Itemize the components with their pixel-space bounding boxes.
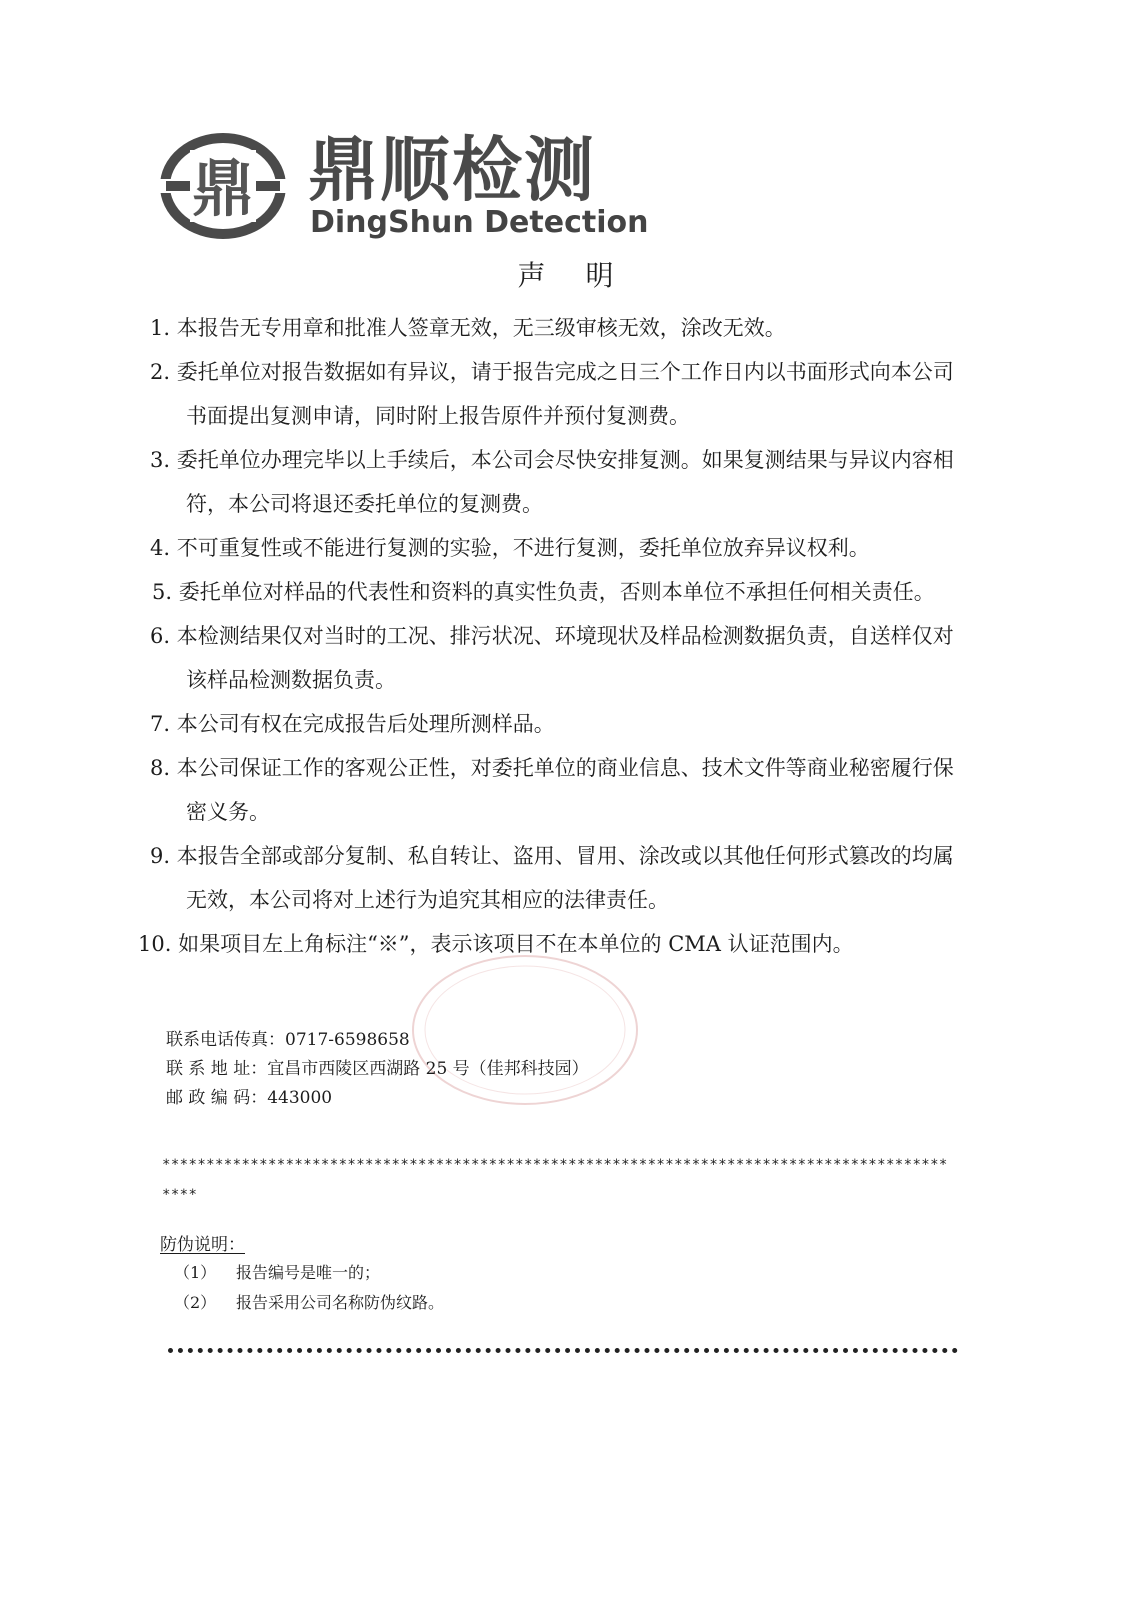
asterisk-separator: ********************************************************************************************* [162,1157,948,1203]
clause-4: 4. 不可重复性或不能进行复测的实验，不进行复测，委托单位放弃异议权利。 [150,536,870,560]
page-title: 声明 [517,259,654,292]
clause-1: 1. 本报告无专用章和批准人签章无效，无三级审核无效，涂改无效。 [150,316,786,340]
anti-counterfeit-block [160,1232,444,1318]
logo-emblem-icon [160,132,286,240]
clause-9: 9. 本报告全部或部分复制、私自转让、盗用、冒用、涂改或以其他任何形式篡改的均属无效，本公司将对上述行为追究其相应的法律责任。 [150,844,954,912]
clause-2: 2. 委托单位对报告数据如有异议，请于报告完成之日三个工作日内以书面形式向本公司书面提出复测申请，同时附上报告原件并预付复测费。 [150,360,954,428]
company-logo [160,129,700,242]
clause-3: 3. 委托单位办理完毕以上手续后，本公司会尽快安排复测。如果复测结果与异议内容相符，本公司将退还委托单位的复测费。 [150,448,954,516]
clause-8: 8. 本公司保证工作的客观公正性，对委托单位的商业信息、技术文件等商业秘密履行保密义务。 [150,756,954,824]
logo-monogram: 鼎 [191,152,255,225]
item-number: （2） [174,1293,217,1312]
contact-block [166,1026,589,1113]
anti-counterfeit-item [160,1258,444,1288]
postcode-label: 邮 政 编 码： [166,1088,268,1108]
item-text: 报告编号是唯一的； [236,1263,381,1282]
item-text: 报告采用公司名称防伪纹路。 [236,1293,445,1312]
contact-address-row [166,1055,589,1084]
address-label: 联 系 地 址： [166,1059,268,1079]
clause-7: 7. 本公司有权在完成报告后处理所测样品。 [150,712,555,736]
logo-chinese-name: 鼎顺检测 [308,129,596,211]
anti-counterfeit-title: 防伪说明： [160,1235,245,1255]
clause-6: 6. 本检测结果仅对当时的工况、排污状况、环境现状及样品检测数据负责，自送样仅对该样品检测数据负责。 [150,624,954,692]
dotted-divider [168,1348,958,1353]
phone-label: 联系电话传真： [166,1030,285,1050]
phone-value: 0717-6598658 [285,1030,410,1050]
address-value: 宜昌市西陵区西湖路 25 号（佳邦科技园） [267,1059,589,1079]
logo-english-name: DingShun Detection [310,205,649,240]
clause-list [122,306,972,966]
item-number: （1） [174,1263,217,1282]
contact-phone-row [166,1026,589,1055]
anti-counterfeit-item [160,1288,444,1318]
contact-postcode-row [166,1084,589,1113]
postcode-value: 443000 [267,1088,333,1108]
clause-5: 5. 委托单位对样品的代表性和资料的真实性负责，否则本单位不承担任何相关责任。 [152,580,935,604]
clause-10: 10. 如果项目左上角标注“※”，表示该项目不在本单位的 CMA 认证范围内。 [138,932,854,956]
